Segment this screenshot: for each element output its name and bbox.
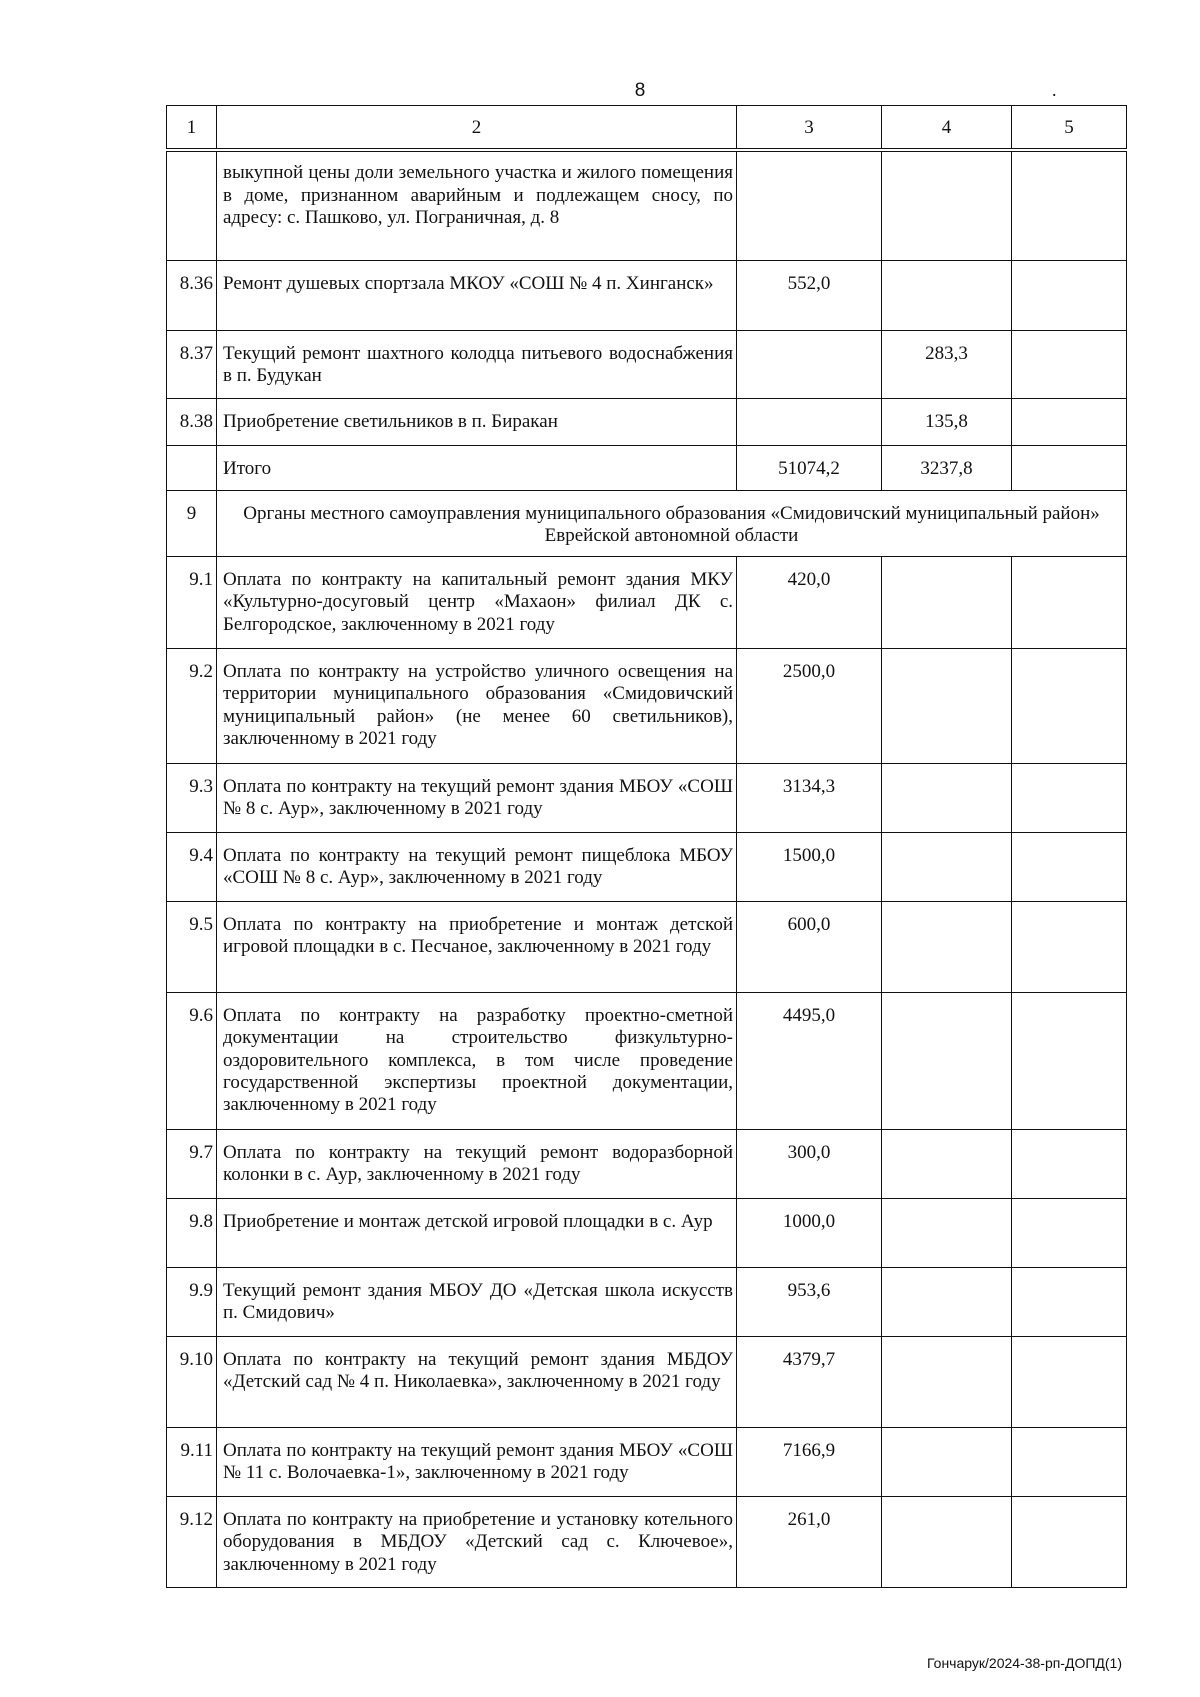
row-number: 9.6 <box>167 992 217 1129</box>
row-col3-value: 300,0 <box>737 1129 882 1198</box>
row-col4-value <box>882 150 1012 260</box>
row-number: 8.36 <box>167 260 217 330</box>
column-header-5: 5 <box>1012 106 1127 151</box>
section-row <box>167 490 1127 556</box>
table-row <box>167 832 1127 901</box>
row-col3-value: 1000,0 <box>737 1198 882 1267</box>
table-header-row <box>167 106 1127 151</box>
row-description: Оплата по контракту на капитальный ремонт здания МКУ «Культурно-досуговый центр «Махаон» филиал ДК с. Белгородское, заключенному в 2021 году <box>217 556 737 648</box>
budget-table <box>166 105 1127 1588</box>
row-col5-value <box>1012 992 1127 1129</box>
row-col4-value <box>882 1129 1012 1198</box>
row-description: Приобретение и монтаж детской игровой площадки в с. Аур <box>217 1198 737 1267</box>
row-description: Оплата по контракту на приобретение и установку котельного оборудования в МБДОУ «Детский сад с. Ключевое», заключенному в 2021 году <box>217 1496 737 1587</box>
row-col4-value: 135,8 <box>882 398 1012 445</box>
page-number: 8 <box>634 80 646 101</box>
table-row <box>167 1336 1127 1427</box>
row-number: 9.9 <box>167 1267 217 1336</box>
row-col4-value <box>882 832 1012 901</box>
row-col5-value <box>1012 556 1127 648</box>
row-description: Оплата по контракту на текущий ремонт пищеблока МБОУ «СОШ № 8 с. Аур», заключенному в 2021 году <box>217 832 737 901</box>
row-col5-value <box>1012 1129 1127 1198</box>
column-header-1: 1 <box>167 106 217 151</box>
row-number: 9.1 <box>167 556 217 648</box>
table-row <box>167 1129 1127 1198</box>
row-col5-value <box>1012 648 1127 763</box>
row-col3-value: 953,6 <box>737 1267 882 1336</box>
table-row <box>167 901 1127 992</box>
row-description: выкупной цены доли земельного участка и жилого помещения в доме, признанном аварийным и подлежащем сносу, по адресу: с. Пашково, ул. Пограничная, д. 8 <box>217 150 737 260</box>
row-description: Оплата по контракту на разработку проектно-сметной документации на строительство физкультурно-оздоровительного комплекса, в том числе проведение государственной экспертизы проектной документации, заключенному в 2021 году <box>217 992 737 1129</box>
row-col3-value: 420,0 <box>737 556 882 648</box>
total-col4-value: 3237,8 <box>882 445 1012 490</box>
row-number <box>167 445 217 490</box>
column-header-3: 3 <box>737 106 882 151</box>
row-number: 9.8 <box>167 1198 217 1267</box>
row-col5-value <box>1012 901 1127 992</box>
row-col4-value <box>882 1267 1012 1336</box>
row-number: 8.37 <box>167 330 217 398</box>
table-row <box>167 648 1127 763</box>
table-row <box>167 992 1127 1129</box>
table-row <box>167 1427 1127 1496</box>
row-col4-value <box>882 901 1012 992</box>
row-col3-value: 4495,0 <box>737 992 882 1129</box>
row-number: 9.7 <box>167 1129 217 1198</box>
row-description: Текущий ремонт шахтного колодца питьевого водоснабжения в п. Будукан <box>217 330 737 398</box>
row-col4-value <box>882 1198 1012 1267</box>
row-description: Оплата по контракту на приобретение и монтаж детской игровой площадки в с. Песчаное, заключенному в 2021 году <box>217 901 737 992</box>
section-number: 9 <box>167 490 217 556</box>
row-col3-value <box>737 398 882 445</box>
row-number: 9.11 <box>167 1427 217 1496</box>
table-row <box>167 1496 1127 1587</box>
row-number: 9.10 <box>167 1336 217 1427</box>
row-col5-value <box>1012 1267 1127 1336</box>
row-col4-value <box>882 260 1012 330</box>
total-label: Итого <box>217 445 737 490</box>
row-col4-value <box>882 1427 1012 1496</box>
row-col3-value <box>737 330 882 398</box>
row-number: 8.38 <box>167 398 217 445</box>
document-reference: Гончарук/2024-38-рп-ДОПД(1) <box>927 1655 1122 1671</box>
row-number: 9.5 <box>167 901 217 992</box>
total-row <box>167 445 1127 490</box>
row-description: Оплата по контракту на текущий ремонт здания МБОУ «СОШ № 11 с. Волочаевка-1», заключенному в 2021 году <box>217 1427 737 1496</box>
row-col4-value <box>882 556 1012 648</box>
table-row <box>167 763 1127 832</box>
row-col3-value <box>737 150 882 260</box>
row-col3-value: 552,0 <box>737 260 882 330</box>
row-description: Текущий ремонт здания МБОУ ДО «Детская школа искусств п. Смидович» <box>217 1267 737 1336</box>
table-body <box>167 150 1127 1587</box>
row-col5-value <box>1012 763 1127 832</box>
row-col3-value: 1500,0 <box>737 832 882 901</box>
row-col4-value <box>882 1496 1012 1587</box>
row-description: Оплата по контракту на текущий ремонт водоразборной колонки в с. Аур, заключенному в 2021 году <box>217 1129 737 1198</box>
table-row <box>167 330 1127 398</box>
row-number: 9.12 <box>167 1496 217 1587</box>
total-col5-value <box>1012 445 1127 490</box>
column-header-4: 4 <box>882 106 1012 151</box>
row-number: 9.2 <box>167 648 217 763</box>
total-col3-value: 51074,2 <box>737 445 882 490</box>
row-col3-value: 2500,0 <box>737 648 882 763</box>
row-col4-value <box>882 1336 1012 1427</box>
row-col5-value <box>1012 330 1127 398</box>
row-col5-value <box>1012 1496 1127 1587</box>
row-description: Оплата по контракту на текущий ремонт здания МБОУ «СОШ № 8 с. Аур», заключенному в 2021 году <box>217 763 737 832</box>
row-description: Оплата по контракту на текущий ремонт здания МБДОУ «Детский сад № 4 п. Николаевка», заключенному в 2021 году <box>217 1336 737 1427</box>
row-col5-value <box>1012 260 1127 330</box>
row-col3-value: 600,0 <box>737 901 882 992</box>
row-col4-value <box>882 992 1012 1129</box>
row-col3-value: 7166,9 <box>737 1427 882 1496</box>
table-row <box>167 556 1127 648</box>
table-row <box>167 398 1127 445</box>
section-title: Органы местного самоуправления муниципального образования «Смидовичский муниципальный район» Еврейской автономной области <box>217 490 1127 556</box>
row-col4-value <box>882 648 1012 763</box>
row-col3-value: 4379,7 <box>737 1336 882 1427</box>
row-col5-value <box>1012 832 1127 901</box>
row-number: 9.3 <box>167 763 217 832</box>
row-col5-value <box>1012 1427 1127 1496</box>
row-col5-value <box>1012 398 1127 445</box>
page-dot: . <box>1052 80 1057 100</box>
row-col3-value: 3134,3 <box>737 763 882 832</box>
row-col5-value <box>1012 1336 1127 1427</box>
table-row <box>167 260 1127 330</box>
row-col4-value <box>882 763 1012 832</box>
table-row <box>167 1198 1127 1267</box>
table-row <box>167 1267 1127 1336</box>
row-col5-value <box>1012 150 1127 260</box>
row-description: Оплата по контракту на устройство уличного освещения на территории муниципального образования «Смидовичский муниципальный район» (не менее 60 светильников), заключенному в 2021 году <box>217 648 737 763</box>
row-col3-value: 261,0 <box>737 1496 882 1587</box>
row-description: Ремонт душевых спортзала МКОУ «СОШ № 4 п. Хинганск» <box>217 260 737 330</box>
row-description: Приобретение светильников в п. Биракан <box>217 398 737 445</box>
row-col5-value <box>1012 1198 1127 1267</box>
column-header-2: 2 <box>217 106 737 151</box>
row-number: 9.4 <box>167 832 217 901</box>
row-col4-value: 283,3 <box>882 330 1012 398</box>
row-number <box>167 150 217 260</box>
table-row <box>167 150 1127 260</box>
